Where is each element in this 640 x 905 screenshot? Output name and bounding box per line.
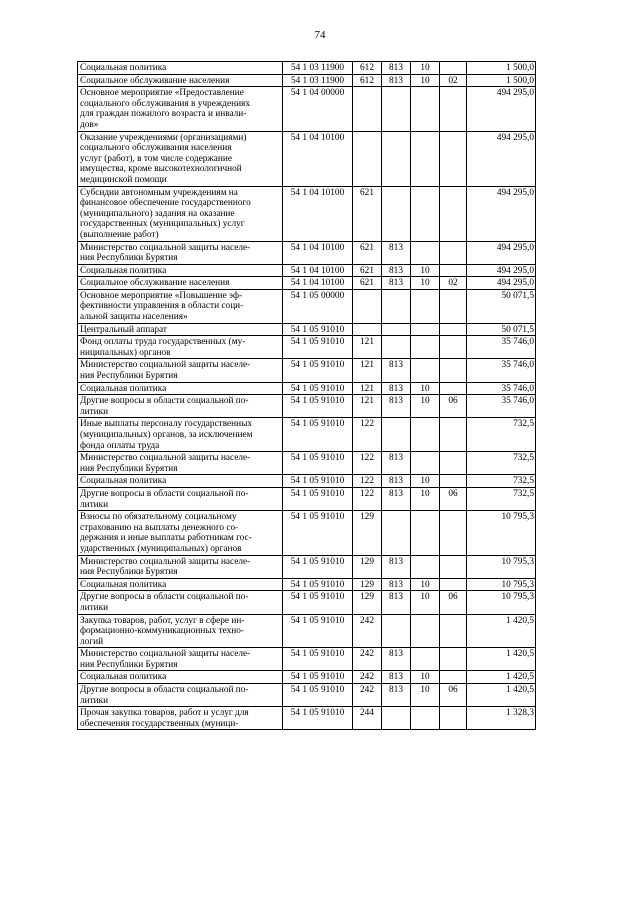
cell-ministry-code: 813 [382, 264, 411, 277]
table-row [78, 475, 536, 488]
cell-subsection [440, 264, 467, 277]
cell-expense-type: 122 [353, 418, 382, 452]
cell-item-name: Закупка товаров, работ, услуг в сфере ин- формационно-коммуникационных техно- логий [78, 614, 283, 648]
cell-section [411, 707, 440, 730]
cell-expense-type: 621 [353, 241, 382, 264]
cell-item-name: Социальная политика [78, 382, 283, 395]
cell-ministry-code: 813 [382, 591, 411, 614]
cell-expense-type: 621 [353, 277, 382, 290]
cell-section [411, 359, 440, 382]
cell-section: 10 [411, 395, 440, 418]
table-body [78, 62, 536, 730]
cell-item-name: Министерство социальной защиты населе- ния Республики Бурятия [78, 648, 283, 671]
cell-amount: 10 795,3 [467, 591, 536, 614]
cell-item-name: Субсидии автономным учреждениям на финансовое обеспечение государственного (муниципального) задания на оказание государственных (муниципальных) услуг (выполнение работ) [78, 186, 283, 241]
cell-item-name: Другие вопросы в области социальной по- литики [78, 591, 283, 614]
cell-ministry-code [382, 336, 411, 359]
cell-amount: 732,5 [467, 487, 536, 510]
cell-amount: 35 746,0 [467, 359, 536, 382]
cell-target-code: 54 1 05 91010 [283, 614, 353, 648]
cell-subsection [440, 359, 467, 382]
cell-target-code: 54 1 05 91010 [283, 395, 353, 418]
cell-subsection [440, 578, 467, 591]
cell-amount: 35 746,0 [467, 395, 536, 418]
cell-subsection [440, 555, 467, 578]
cell-subsection [440, 671, 467, 684]
cell-expense-type: 129 [353, 578, 382, 591]
table-row [78, 359, 536, 382]
cell-section [411, 87, 440, 131]
table-row [78, 555, 536, 578]
table-row [78, 186, 536, 241]
table-row [78, 62, 536, 75]
cell-target-code: 54 1 04 10100 [283, 131, 353, 186]
cell-expense-type: 121 [353, 382, 382, 395]
cell-subsection [440, 87, 467, 131]
cell-expense-type: 621 [353, 186, 382, 241]
cell-section: 10 [411, 671, 440, 684]
cell-target-code: 54 1 04 10100 [283, 241, 353, 264]
cell-expense-type: 242 [353, 614, 382, 648]
cell-subsection: 06 [440, 395, 467, 418]
cell-ministry-code: 813 [382, 241, 411, 264]
cell-ministry-code: 813 [382, 671, 411, 684]
cell-target-code: 54 1 04 00000 [283, 87, 353, 131]
cell-item-name: Основное мероприятие «Предоставление социального обслуживания в учреждениях для граждан пожилого возраста и инвали- дов» [78, 87, 283, 131]
cell-item-name: Социальное обслуживание населения [78, 74, 283, 87]
cell-item-name: Основное мероприятие «Повышение эф- фективности управления в области соци- альной защиты населения» [78, 289, 283, 323]
cell-target-code: 54 1 05 91010 [283, 555, 353, 578]
cell-section [411, 289, 440, 323]
cell-expense-type: 122 [353, 452, 382, 475]
table-row [78, 418, 536, 452]
cell-expense-type: 621 [353, 264, 382, 277]
cell-target-code: 54 1 05 91010 [283, 452, 353, 475]
cell-item-name: Министерство социальной защиты населе- ния Республики Бурятия [78, 452, 283, 475]
cell-expense-type [353, 289, 382, 323]
cell-section [411, 511, 440, 555]
cell-item-name: Социальное обслуживание населения [78, 277, 283, 290]
cell-target-code: 54 1 05 00000 [283, 289, 353, 323]
cell-target-code: 54 1 04 10100 [283, 277, 353, 290]
cell-target-code: 54 1 04 10100 [283, 186, 353, 241]
cell-section [411, 614, 440, 648]
cell-subsection [440, 336, 467, 359]
cell-amount: 10 795,3 [467, 578, 536, 591]
cell-subsection [440, 475, 467, 488]
cell-target-code: 54 1 05 91010 [283, 511, 353, 555]
cell-amount: 1 328,3 [467, 707, 536, 730]
cell-expense-type: 244 [353, 707, 382, 730]
table-row [78, 614, 536, 648]
cell-amount: 50 071,5 [467, 323, 536, 336]
cell-section [411, 418, 440, 452]
cell-item-name: Социальная политика [78, 264, 283, 277]
cell-ministry-code: 813 [382, 452, 411, 475]
cell-amount: 35 746,0 [467, 336, 536, 359]
cell-ministry-code: 813 [382, 74, 411, 87]
cell-ministry-code [382, 131, 411, 186]
cell-subsection [440, 418, 467, 452]
cell-item-name: Социальная политика [78, 578, 283, 591]
table-row [78, 241, 536, 264]
cell-section: 10 [411, 264, 440, 277]
cell-expense-type: 242 [353, 648, 382, 671]
table-row [78, 87, 536, 131]
cell-section [411, 323, 440, 336]
cell-ministry-code [382, 511, 411, 555]
cell-subsection [440, 323, 467, 336]
cell-subsection: 02 [440, 277, 467, 290]
cell-expense-type: 129 [353, 555, 382, 578]
cell-ministry-code: 813 [382, 684, 411, 707]
table-row [78, 74, 536, 87]
cell-section: 10 [411, 684, 440, 707]
cell-amount: 494 295,0 [467, 277, 536, 290]
table-row [78, 289, 536, 323]
cell-ministry-code: 813 [382, 487, 411, 510]
cell-target-code: 54 1 05 91010 [283, 707, 353, 730]
cell-ministry-code [382, 186, 411, 241]
table-row [78, 323, 536, 336]
cell-amount: 732,5 [467, 452, 536, 475]
cell-ministry-code [382, 707, 411, 730]
cell-amount: 494 295,0 [467, 186, 536, 241]
cell-subsection [440, 452, 467, 475]
cell-amount: 494 295,0 [467, 87, 536, 131]
cell-section: 10 [411, 578, 440, 591]
table-row [78, 452, 536, 475]
cell-item-name: Другие вопросы в области социальной по- литики [78, 395, 283, 418]
cell-ministry-code [382, 289, 411, 323]
cell-ministry-code: 813 [382, 359, 411, 382]
cell-amount: 1 420,5 [467, 648, 536, 671]
cell-expense-type [353, 87, 382, 131]
cell-subsection [440, 186, 467, 241]
cell-ministry-code [382, 614, 411, 648]
cell-amount: 35 746,0 [467, 382, 536, 395]
cell-item-name: Социальная политика [78, 62, 283, 75]
cell-amount: 1 500,0 [467, 74, 536, 87]
table-row [78, 336, 536, 359]
table-row [78, 707, 536, 730]
cell-item-name: Оказание учреждениями (организациями) социального обслуживания населения услуг (работ), в том числе содержание имущества, кроме высокотехнологичной медицинской помощи [78, 131, 283, 186]
cell-target-code: 54 1 05 91010 [283, 591, 353, 614]
cell-amount: 1 420,5 [467, 614, 536, 648]
cell-amount: 494 295,0 [467, 264, 536, 277]
cell-subsection: 02 [440, 74, 467, 87]
cell-ministry-code: 813 [382, 62, 411, 75]
cell-target-code: 54 1 03 11900 [283, 74, 353, 87]
cell-item-name: Министерство социальной защиты населе- ния Республики Бурятия [78, 359, 283, 382]
cell-expense-type: 122 [353, 487, 382, 510]
cell-item-name: Министерство социальной защиты населе- ния Республики Бурятия [78, 241, 283, 264]
cell-subsection: 06 [440, 487, 467, 510]
table-row [78, 671, 536, 684]
cell-amount: 732,5 [467, 475, 536, 488]
cell-ministry-code: 813 [382, 648, 411, 671]
cell-section: 10 [411, 591, 440, 614]
cell-ministry-code: 813 [382, 578, 411, 591]
cell-amount: 1 420,5 [467, 671, 536, 684]
cell-subsection [440, 648, 467, 671]
table-row [78, 487, 536, 510]
cell-ministry-code [382, 418, 411, 452]
cell-target-code: 54 1 05 91010 [283, 648, 353, 671]
cell-expense-type: 129 [353, 511, 382, 555]
cell-target-code: 54 1 05 91010 [283, 671, 353, 684]
cell-target-code: 54 1 05 91010 [283, 359, 353, 382]
cell-expense-type [353, 131, 382, 186]
cell-expense-type: 122 [353, 475, 382, 488]
cell-section [411, 131, 440, 186]
cell-item-name: Министерство социальной защиты населе- ния Республики Бурятия [78, 555, 283, 578]
cell-subsection [440, 511, 467, 555]
cell-ministry-code [382, 87, 411, 131]
cell-amount: 494 295,0 [467, 131, 536, 186]
cell-item-name: Другие вопросы в области социальной по- литики [78, 487, 283, 510]
table-row [78, 277, 536, 290]
cell-ministry-code: 813 [382, 475, 411, 488]
cell-expense-type: 121 [353, 395, 382, 418]
cell-expense-type [353, 323, 382, 336]
cell-subsection: 06 [440, 591, 467, 614]
cell-target-code: 54 1 05 91010 [283, 578, 353, 591]
cell-amount: 732,5 [467, 418, 536, 452]
cell-expense-type: 121 [353, 336, 382, 359]
cell-subsection: 06 [440, 684, 467, 707]
table-row [78, 264, 536, 277]
cell-section: 10 [411, 382, 440, 395]
cell-amount: 1 500,0 [467, 62, 536, 75]
cell-subsection [440, 62, 467, 75]
cell-expense-type: 121 [353, 359, 382, 382]
cell-amount: 494 295,0 [467, 241, 536, 264]
cell-expense-type: 242 [353, 671, 382, 684]
cell-section: 10 [411, 277, 440, 290]
table-row [78, 382, 536, 395]
cell-target-code: 54 1 03 11900 [283, 62, 353, 75]
cell-amount: 50 071,5 [467, 289, 536, 323]
cell-item-name: Фонд оплаты труда государственных (му- ниципальных) органов [78, 336, 283, 359]
budget-table [77, 61, 536, 730]
cell-target-code: 54 1 05 91010 [283, 336, 353, 359]
cell-subsection [440, 289, 467, 323]
cell-subsection [440, 382, 467, 395]
cell-section: 10 [411, 62, 440, 75]
cell-amount: 10 795,3 [467, 511, 536, 555]
cell-target-code: 54 1 05 91010 [283, 475, 353, 488]
cell-expense-type: 612 [353, 62, 382, 75]
cell-section [411, 648, 440, 671]
cell-amount: 1 420,5 [467, 684, 536, 707]
cell-section [411, 555, 440, 578]
cell-subsection [440, 241, 467, 264]
cell-item-name: Центральный аппарат [78, 323, 283, 336]
cell-subsection [440, 614, 467, 648]
cell-subsection [440, 707, 467, 730]
cell-amount: 10 795,3 [467, 555, 536, 578]
table-row [78, 684, 536, 707]
cell-item-name: Иные выплаты персоналу государственных (муниципальных) органов, за исключением фонда оплаты труда [78, 418, 283, 452]
cell-ministry-code: 813 [382, 395, 411, 418]
cell-target-code: 54 1 05 91010 [283, 487, 353, 510]
table-row [78, 578, 536, 591]
cell-section: 10 [411, 487, 440, 510]
cell-section [411, 336, 440, 359]
cell-item-name: Другие вопросы в области социальной по- литики [78, 684, 283, 707]
cell-item-name: Социальная политика [78, 671, 283, 684]
cell-section [411, 186, 440, 241]
cell-item-name: Прочая закупка товаров, работ и услуг для обеспечения государственных (муници- [78, 707, 283, 730]
table-row [78, 131, 536, 186]
cell-ministry-code: 813 [382, 382, 411, 395]
cell-target-code: 54 1 05 91010 [283, 684, 353, 707]
cell-ministry-code [382, 323, 411, 336]
cell-ministry-code: 813 [382, 277, 411, 290]
cell-target-code: 54 1 05 91010 [283, 418, 353, 452]
cell-expense-type: 242 [353, 684, 382, 707]
cell-section: 10 [411, 475, 440, 488]
cell-section [411, 241, 440, 264]
cell-item-name: Взносы по обязательному социальному страхованию на выплаты денежного со- держания и иные выплаты работникам гос- ударственных (муниципальных) органов [78, 511, 283, 555]
cell-section: 10 [411, 74, 440, 87]
cell-subsection [440, 131, 467, 186]
cell-ministry-code: 813 [382, 555, 411, 578]
cell-target-code: 54 1 05 91010 [283, 382, 353, 395]
table-row [78, 591, 536, 614]
table-row [78, 511, 536, 555]
cell-expense-type: 129 [353, 591, 382, 614]
page-number: 74 [314, 29, 326, 41]
cell-item-name: Социальная политика [78, 475, 283, 488]
cell-target-code: 54 1 05 91010 [283, 323, 353, 336]
table-row [78, 395, 536, 418]
cell-section [411, 452, 440, 475]
table-row [78, 648, 536, 671]
cell-expense-type: 612 [353, 74, 382, 87]
cell-target-code: 54 1 04 10100 [283, 264, 353, 277]
